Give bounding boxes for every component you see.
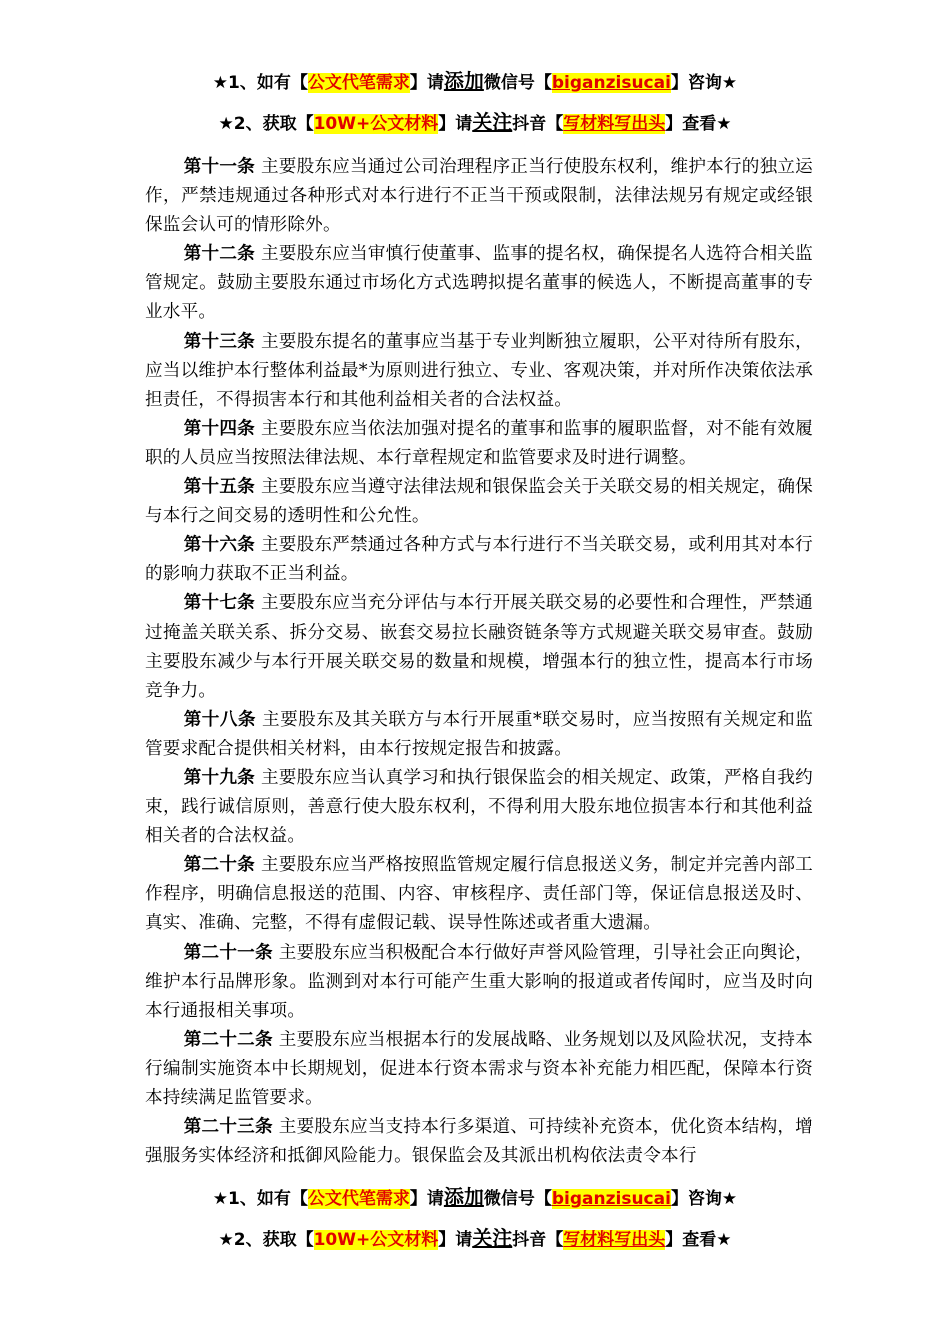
article-number: 第二十三条 xyxy=(183,1117,273,1138)
article-paragraph xyxy=(145,764,813,851)
article-text: 主要股东应当支持本行多渠道、可持续补充资本，优化资本结构，增强服务实体经济和抵御风险能力。银保监会及其派出机构依法责令本行 xyxy=(145,1117,813,1167)
article-text: 主要股东应当积极配合本行做好声誉风险管理，引导社会正向舆论，维护本行品牌形象。监测到对本行可能产生重大影响的报道或者传闻时，应当及时向本行通报相关事项。 xyxy=(145,942,813,1021)
article-number: 第十二条 xyxy=(183,244,255,265)
banner-mid: 】请 xyxy=(438,114,473,134)
article-number: 第二十二条 xyxy=(183,1029,273,1050)
banner-mid: 】请 xyxy=(438,1230,473,1250)
banner-highlight: 公文代笔需求 xyxy=(307,73,410,93)
article-text: 主要股东应当遵守法律法规和银保监会关于关联交易的相关规定，确保与本行之间交易的透明性和公允性。 xyxy=(145,477,813,527)
banner-emphasis: 关注 xyxy=(472,1226,513,1250)
top-banner-line-2 xyxy=(0,110,950,136)
article-paragraph xyxy=(145,415,813,473)
article-paragraph xyxy=(145,328,813,415)
article-text: 主要股东应当严格按照监管规定履行信息报送义务，制定并完善内部工作程序，明确信息报送的范围、内容、审核程序、责任部门等，保证信息报送及时、真实、准确、完整，不得有虚假记载、误导性陈述或者重大遗漏。 xyxy=(145,855,813,934)
wechat-id-link[interactable]: biganzisucai xyxy=(551,1189,671,1209)
article-paragraph xyxy=(145,1113,813,1171)
article-number: 第二十一条 xyxy=(183,942,273,963)
banner-suffix: 】咨询★ xyxy=(670,73,738,93)
article-paragraph xyxy=(145,851,813,938)
article-number: 第十八条 xyxy=(183,709,256,730)
article-paragraph xyxy=(145,939,813,1026)
banner-highlight: 公文代笔需求 xyxy=(307,1189,410,1209)
article-number: 第十六条 xyxy=(183,535,255,556)
article-number: 第十一条 xyxy=(183,157,255,177)
article-text: 主要股东及其关联方与本行开展重*联交易时，应当按照有关规定和监管要求配合提供相关材料，由本行按规定报告和披露。 xyxy=(145,709,814,759)
banner-suffix: 】查看★ xyxy=(665,1230,732,1250)
bottom-banner-line-1 xyxy=(0,1185,950,1211)
banner-prefix: ★2、获取【 xyxy=(218,1230,314,1250)
banner-highlight: 10W+公文材料 xyxy=(313,114,439,134)
banner-prefix: ★2、获取【 xyxy=(218,114,314,134)
article-number: 第十三条 xyxy=(183,331,255,352)
banner-emphasis: 关注 xyxy=(472,110,513,134)
article-text: 主要股东提名的董事应当基于专业判断独立履职，公平对待所有股东，应当以维护本行整体利益最*为原则进行独立、专业、客观决策，并对所作决策依法承担责任，不得损害本行和其他利益相关者的合法权益。 xyxy=(145,331,813,410)
banner-prefix: ★1、如有【 xyxy=(212,73,308,93)
article-text: 主要股东严禁通过各种方式与本行进行不当关联交易，或利用其对本行的影响力获取不正当利益。 xyxy=(145,535,813,585)
top-banner-line-1 xyxy=(0,69,950,95)
banner-mid: 】请 xyxy=(409,1189,444,1209)
douyin-account-link[interactable]: 写材料写出头 xyxy=(563,114,666,134)
article-number: 第十九条 xyxy=(183,767,255,788)
banner-prefix: ★1、如有【 xyxy=(212,1189,308,1209)
article-paragraph xyxy=(145,240,813,327)
banner-mid: 微信号【 xyxy=(483,73,552,93)
banner-mid: 抖音【 xyxy=(512,114,564,134)
article-number: 第十四条 xyxy=(183,418,255,439)
banner-emphasis: 添加 xyxy=(443,69,484,93)
article-text: 主要股东应当认真学习和执行银保监会的相关规定、政策，严格自我约束，践行诚信原则，善意行使大股东权利，不得利用大股东地位损害本行和其他利益相关者的合法权益。 xyxy=(145,767,813,847)
article-text: 主要股东应当依法加强对提名的董事和监事的履职监督，对不能有效履职的人员应当按照法律法规、本行章程规定和监管要求及时进行调整。 xyxy=(145,418,813,468)
douyin-account-link[interactable]: 写材料写出头 xyxy=(563,1230,666,1250)
article-paragraph xyxy=(145,589,813,705)
banner-suffix: 】查看★ xyxy=(665,114,732,134)
article-text: 主要股东应当根据本行的发展战略、业务规划以及风险状况，支持本行编制实施资本中长期规划，促进本行资本需求与资本补充能力相匹配，保障本行资本持续满足监管要求。 xyxy=(145,1029,813,1108)
article-paragraph xyxy=(145,706,813,764)
article-text: 主要股东应当通过公司治理程序正当行使股东权利，维护本行的独立运作，严禁违规通过各种形式对本行进行不正当干预或限制，法律法规另有规定或经银保监会认可的情形除外。 xyxy=(145,157,813,236)
banner-highlight: 10W+公文材料 xyxy=(313,1230,439,1250)
banner-mid: 微信号【 xyxy=(483,1189,552,1209)
banner-suffix: 】咨询★ xyxy=(670,1189,738,1209)
article-paragraph xyxy=(145,153,813,240)
banner-mid: 抖音【 xyxy=(512,1230,564,1250)
document-body xyxy=(145,153,813,1171)
banner-emphasis: 添加 xyxy=(443,1185,484,1209)
article-paragraph xyxy=(145,531,813,589)
article-number: 第十五条 xyxy=(183,477,255,498)
bottom-banner-line-2 xyxy=(0,1226,950,1252)
article-number: 第二十条 xyxy=(183,855,255,876)
wechat-id-link[interactable]: biganzisucai xyxy=(551,73,671,93)
article-paragraph xyxy=(145,1026,813,1113)
banner-mid: 】请 xyxy=(409,73,444,93)
article-text: 主要股东应当审慎行使董事、监事的提名权，确保提名人选符合相关监管规定。鼓励主要股东通过市场化方式选聘拟提名董事的候选人，不断提高董事的专业水平。 xyxy=(145,244,813,323)
article-text: 主要股东应当充分评估与本行开展关联交易的必要性和合理性，严禁通过掩盖关联关系、拆分交易、嵌套交易拉长融资链条等方式规避关联交易审查。鼓励主要股东减少与本行开展关联交易的数量和规模，增强本行的独立性，提高本行市场竞争力。 xyxy=(145,593,813,701)
article-paragraph xyxy=(145,473,813,531)
article-number: 第十七条 xyxy=(183,593,255,614)
